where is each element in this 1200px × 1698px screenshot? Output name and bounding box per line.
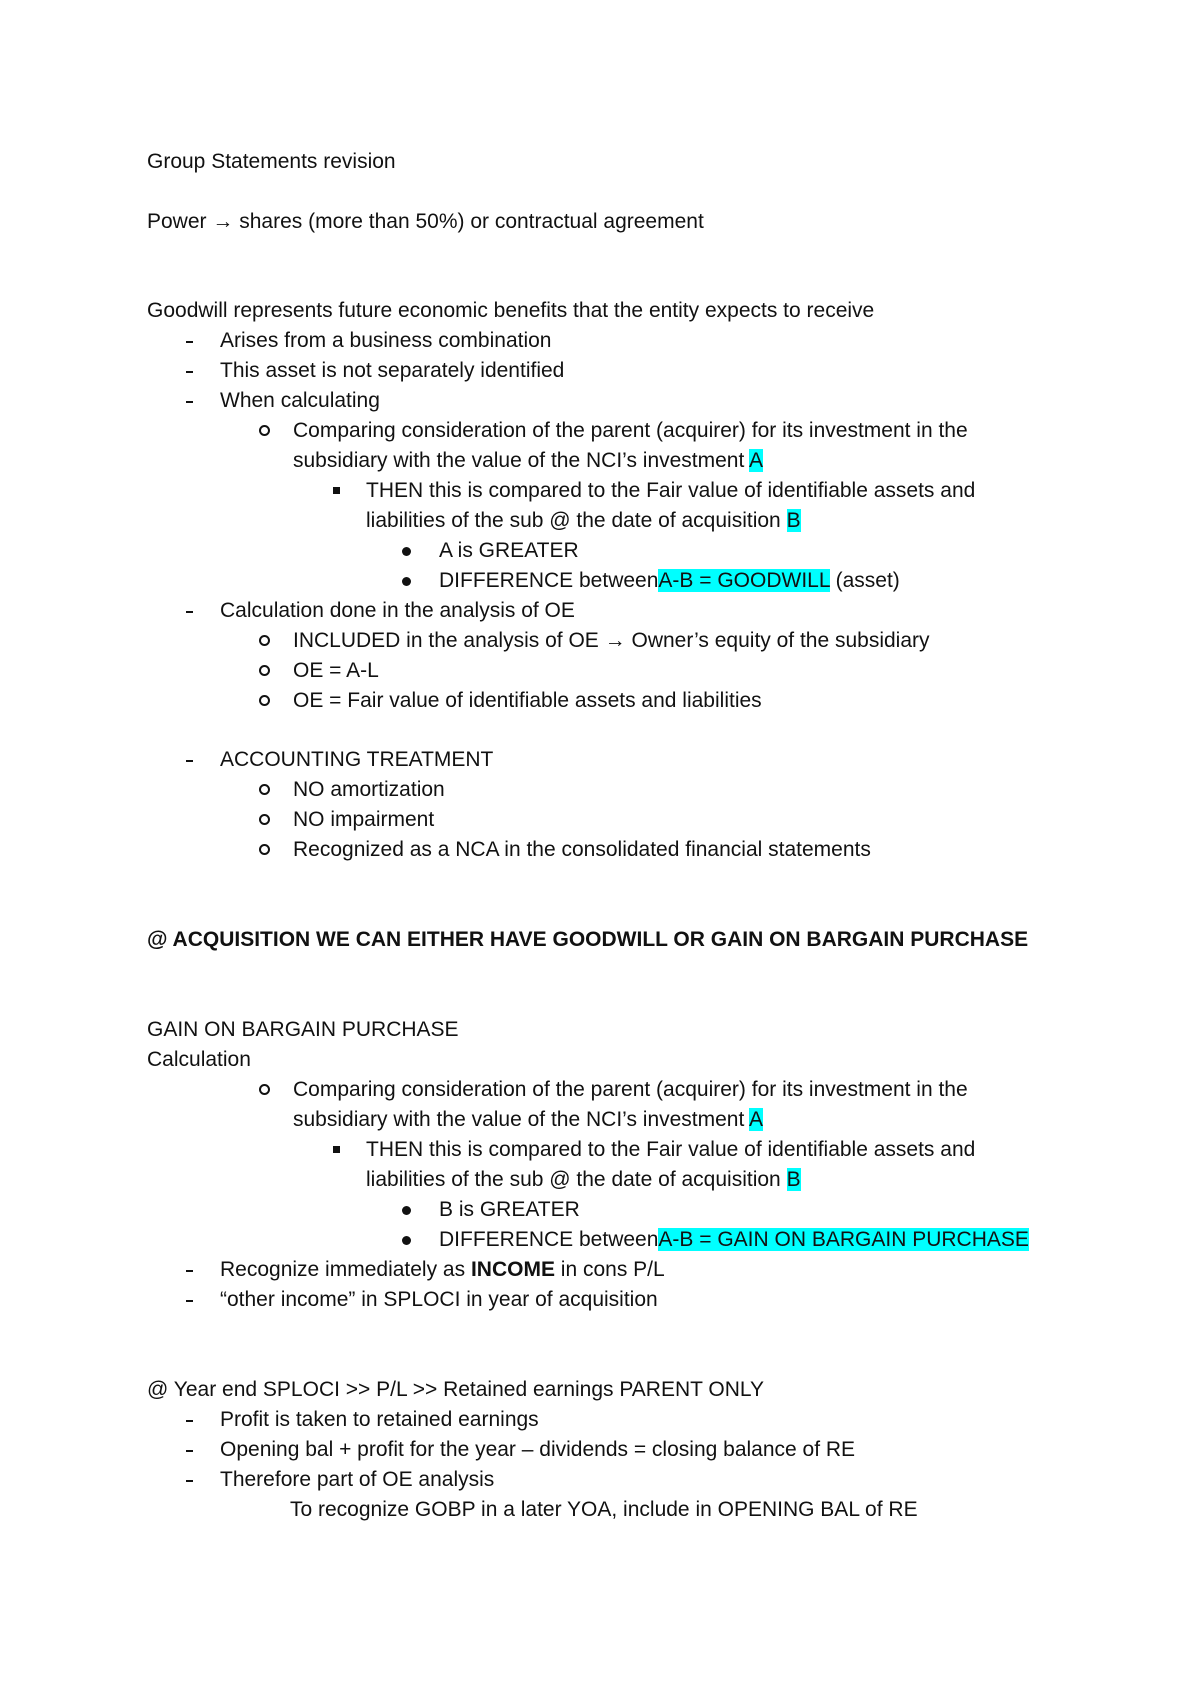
- acquisition-heading: @ ACQUISITION WE CAN EITHER HAVE GOODWILL OR GAIN ON BARGAIN PURCHASE: [147, 928, 1029, 951]
- highlight-b: B: [786, 1168, 801, 1191]
- power-text: shares (more than 50%) or contractual agreement: [239, 210, 704, 233]
- goodwill-a-greater: A is GREATER: [439, 539, 579, 562]
- goodwill-comparing-line2: [293, 447, 763, 475]
- goodwill-difference: [439, 567, 900, 595]
- dash-bullet-icon: [186, 1450, 193, 1452]
- dash-bullet-icon: [186, 1480, 193, 1482]
- year-end-heading: @ Year end SPLOCI >> P/L >> Retained earnings PARENT ONLY: [147, 1378, 765, 1401]
- goodwill-calc-done: Calculation done in the analysis of OE: [220, 599, 575, 622]
- goodwill-intro: Goodwill represents future economic benefits that the entity expects to receive: [147, 299, 875, 322]
- dot-bullet-icon: [402, 577, 411, 586]
- circle-bullet-icon: [259, 784, 270, 795]
- goodwill-oe-fv: OE = Fair value of identifiable assets and liabilities: [293, 689, 762, 712]
- power-line: [147, 208, 704, 236]
- year-end-opening: Opening bal + profit for the year – dividends = closing balance of RE: [220, 1438, 856, 1461]
- goodwill-no-amortization: NO amortization: [293, 778, 445, 801]
- highlight-a: A: [749, 1108, 764, 1131]
- gobp-then-line1: THEN this is compared to the Fair value of identifiable assets and: [366, 1138, 976, 1161]
- year-end-profit: Profit is taken to retained earnings: [220, 1408, 539, 1431]
- goodwill-then-line1: THEN this is compared to the Fair value of identifiable assets and: [366, 479, 976, 502]
- circle-bullet-icon: [259, 844, 270, 855]
- goodwill-then-text: liabilities of the sub @ the date of acquisition: [366, 509, 781, 532]
- right-arrow-icon: →: [604, 629, 626, 652]
- goodwill-comparing-text: subsidiary with the value of the NCI’s investment: [293, 449, 745, 472]
- power-label: Power: [147, 210, 207, 233]
- recognize-suffix: in cons P/L: [560, 1258, 665, 1281]
- square-bullet-icon: [333, 487, 340, 494]
- square-bullet-icon: [333, 1146, 340, 1153]
- circle-bullet-icon: [259, 635, 270, 646]
- dash-bullet-icon: [186, 1300, 193, 1302]
- right-arrow-icon: →: [212, 210, 234, 233]
- dash-bullet-icon: [186, 371, 193, 373]
- dash-bullet-icon: [186, 341, 193, 343]
- difference-suffix: (asset): [835, 569, 900, 592]
- dot-bullet-icon: [402, 1236, 411, 1245]
- goodwill-treatment: ACCOUNTING TREATMENT: [220, 748, 494, 771]
- circle-bullet-icon: [259, 665, 270, 676]
- goodwill-then-line2: [366, 507, 801, 535]
- difference-prefix: DIFFERENCE between: [439, 1228, 659, 1251]
- recognize-prefix: Recognize immediately as: [220, 1258, 466, 1281]
- dash-bullet-icon: [186, 401, 193, 403]
- gobp-comparing-line2: [293, 1106, 763, 1134]
- difference-prefix: DIFFERENCE between: [439, 569, 659, 592]
- goodwill-included: [293, 627, 930, 655]
- circle-bullet-icon: [259, 814, 270, 825]
- highlight-gobp-formula: A-B = GAIN ON BARGAIN PURCHASE: [658, 1228, 1029, 1251]
- goodwill-recognized: Recognized as a NCA in the consolidated financial statements: [293, 838, 871, 861]
- gobp-difference: [439, 1226, 1029, 1254]
- year-end-therefore: Therefore part of OE analysis: [220, 1468, 495, 1491]
- dash-bullet-icon: [186, 611, 193, 613]
- goodwill-when-calculating: When calculating: [220, 389, 380, 412]
- gobp-comparing-line1: Comparing consideration of the parent (acquirer) for its investment in the: [293, 1078, 968, 1101]
- goodwill-not-separate: This asset is not separately identified: [220, 359, 565, 382]
- included-prefix: INCLUDED in the analysis of OE: [293, 629, 599, 652]
- dash-bullet-icon: [186, 1420, 193, 1422]
- gobp-b-greater: B is GREATER: [439, 1198, 580, 1221]
- dash-bullet-icon: [186, 760, 193, 762]
- circle-bullet-icon: [259, 1084, 270, 1095]
- recognize-income-bold: INCOME: [470, 1258, 555, 1281]
- dash-bullet-icon: [186, 1270, 193, 1272]
- goodwill-no-impairment: NO impairment: [293, 808, 435, 831]
- gobp-comparing-text: subsidiary with the value of the NCI’s investment: [293, 1108, 745, 1131]
- gobp-then-line2: [366, 1166, 801, 1194]
- gobp-calculation: Calculation: [147, 1048, 251, 1071]
- circle-bullet-icon: [259, 695, 270, 706]
- highlight-goodwill-formula: A-B = GOODWILL: [658, 569, 830, 592]
- gobp-recognize-income: [220, 1256, 665, 1284]
- year-end-recognize-gobp: To recognize GOBP in a later YOA, include in OPENING BAL of RE: [290, 1498, 918, 1521]
- included-suffix: Owner’s equity of the subsidiary: [631, 629, 930, 652]
- gobp-then-text: liabilities of the sub @ the date of acquisition: [366, 1168, 781, 1191]
- gobp-heading: GAIN ON BARGAIN PURCHASE: [147, 1018, 459, 1041]
- highlight-b: B: [786, 509, 801, 532]
- dot-bullet-icon: [402, 1206, 411, 1215]
- circle-bullet-icon: [259, 425, 270, 436]
- dot-bullet-icon: [402, 547, 411, 556]
- document-title: Group Statements revision: [147, 150, 396, 173]
- goodwill-arises: Arises from a business combination: [220, 329, 552, 352]
- highlight-a: A: [749, 449, 764, 472]
- goodwill-comparing-line1: Comparing consideration of the parent (acquirer) for its investment in the: [293, 419, 968, 442]
- goodwill-oe-al: OE = A-L: [293, 659, 379, 682]
- gobp-other-income: “other income” in SPLOCI in year of acquisition: [220, 1288, 658, 1311]
